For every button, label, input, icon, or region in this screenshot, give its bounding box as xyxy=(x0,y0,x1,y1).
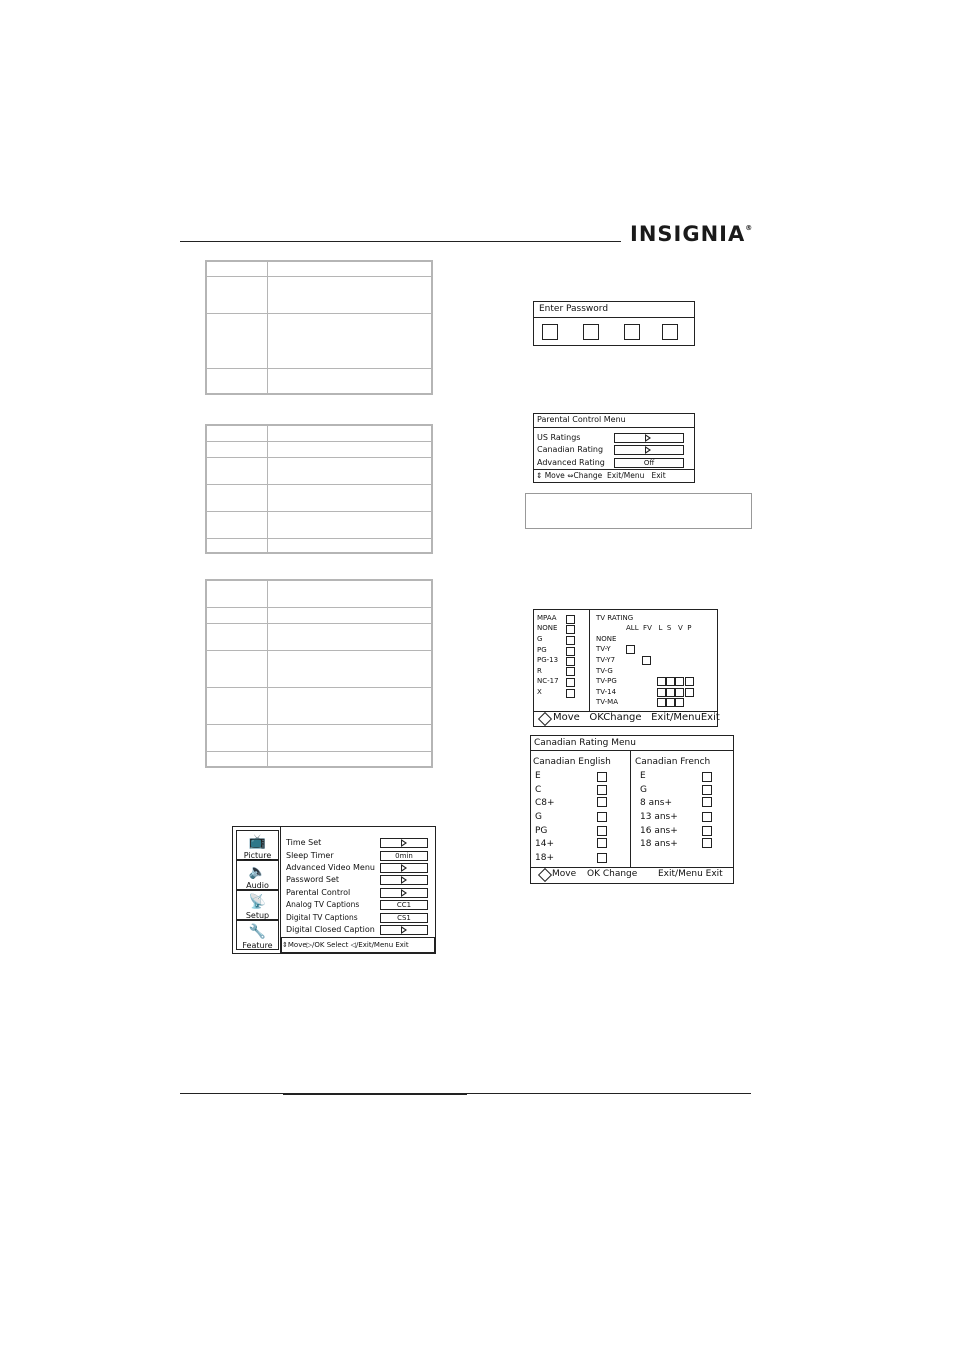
tv-y-all-checkbox[interactable] xyxy=(626,645,635,654)
canadian-footer-move: Move xyxy=(552,869,577,879)
en-c-checkbox[interactable] xyxy=(597,785,607,795)
menu-item-parental-control[interactable]: Parental Control xyxy=(286,888,351,897)
feature-menu-footer: ⇕Move▷/OK Select ◁/Exit/Menu Exit xyxy=(281,937,435,953)
mpaa-pg13-checkbox[interactable] xyxy=(566,657,575,666)
fr-8-label: 8 ans+ xyxy=(640,798,673,808)
mpaa-pg-label: PG xyxy=(537,646,547,654)
mpaa-nc17-checkbox[interactable] xyxy=(566,678,575,687)
parental-control-menu xyxy=(533,413,695,483)
us-rating-footer: Move OKChange Exit/MenuExit xyxy=(553,712,720,723)
fr-18-checkbox[interactable] xyxy=(702,838,712,848)
canadian-footer-change: OK Change xyxy=(587,869,638,879)
en-pg-checkbox[interactable] xyxy=(597,826,607,836)
insignia-logo: INSIGNIA® xyxy=(630,222,754,246)
fr-16-label: 16 ans+ xyxy=(640,826,678,836)
mpaa-g-label: G xyxy=(537,635,543,643)
en-18-checkbox[interactable] xyxy=(597,853,607,863)
empty-table-3 xyxy=(205,579,433,768)
en-14-checkbox[interactable] xyxy=(597,838,607,848)
arrow-right-icon xyxy=(401,864,407,872)
us-ratings-value[interactable] xyxy=(614,433,684,443)
move-diamond-icon xyxy=(538,712,552,726)
empty-table-1 xyxy=(205,260,433,395)
canadian-english-header: Canadian English xyxy=(533,757,611,767)
en-e-label: E xyxy=(535,771,541,781)
arrow-right-icon xyxy=(401,926,407,934)
move-arrows-icon: ⇕ xyxy=(282,941,288,949)
tv-none-label: NONE xyxy=(596,635,617,643)
parental-menu-title: Parental Control Menu xyxy=(537,415,626,424)
move-diamond-icon xyxy=(538,868,552,882)
mpaa-header-checkbox[interactable] xyxy=(566,615,575,624)
move-arrows-icon: ⇕ xyxy=(536,471,543,480)
menu-item-password-set[interactable]: Password Set xyxy=(286,875,340,884)
tv-ma-checkbox-2[interactable] xyxy=(666,698,675,707)
menu-item-sleep-timer[interactable]: Sleep Timer xyxy=(286,851,334,860)
arrow-left-icon: ◁ xyxy=(350,941,356,949)
tv-icon: 📺 xyxy=(248,834,267,850)
canadian-rating-label[interactable]: Canadian Rating xyxy=(537,445,604,454)
tv-14-checkbox-4[interactable] xyxy=(685,688,694,697)
menu-item-advanced-video[interactable]: Advanced Video Menu xyxy=(286,863,375,872)
menu-item-time-set[interactable]: Time Set xyxy=(286,838,322,847)
en-g-label: G xyxy=(535,812,542,822)
mpaa-none-label: NONE xyxy=(537,624,558,632)
tv-pg-checkbox-3[interactable] xyxy=(675,677,684,686)
tv-pg-checkbox-4[interactable] xyxy=(685,677,694,686)
tv-pg-label: TV-PG xyxy=(596,677,617,685)
tab-feature[interactable]: 🔧 Feature xyxy=(236,920,279,950)
password-set-value[interactable] xyxy=(380,875,428,885)
canadian-rating-menu xyxy=(530,735,734,884)
tv-rating-header: TV RATING xyxy=(596,614,634,622)
fr-16-checkbox[interactable] xyxy=(702,826,712,836)
tv-ma-checkbox-1[interactable] xyxy=(657,698,666,707)
canadian-footer-rule xyxy=(531,867,733,868)
advanced-video-value[interactable] xyxy=(380,863,428,873)
fr-8-checkbox[interactable] xyxy=(702,797,712,807)
en-c-label: C xyxy=(535,785,542,795)
arrow-right-icon xyxy=(645,434,651,442)
parental-menu-footer: ⇕ Move ⇔Change Exit/Menu Exit xyxy=(536,471,666,480)
tv-14-checkbox-2[interactable] xyxy=(666,688,675,697)
mpaa-r-checkbox[interactable] xyxy=(566,667,575,676)
tv-rating-columns: ALL FV L S V P xyxy=(626,624,692,632)
fr-e-checkbox[interactable] xyxy=(702,772,712,782)
menu-item-digital-captions[interactable]: Digital TV Captions xyxy=(286,913,358,922)
tab-picture[interactable]: 📺 Picture xyxy=(236,830,279,860)
tv-ma-checkbox-3[interactable] xyxy=(675,698,684,707)
en-c8-checkbox[interactable] xyxy=(597,797,607,807)
note-box xyxy=(525,493,752,529)
menu-item-analog-captions[interactable]: Analog TV Captions xyxy=(286,900,360,909)
sleep-timer-value[interactable]: 0min xyxy=(380,851,428,861)
digital-captions-value[interactable]: CS1 xyxy=(380,913,428,923)
feature-menu xyxy=(232,826,436,954)
password-digit-1[interactable] xyxy=(542,324,558,340)
us-rating-divider xyxy=(589,610,590,711)
arrow-right-icon xyxy=(401,876,407,884)
password-digit-2[interactable] xyxy=(583,324,599,340)
en-c8-label: C8+ xyxy=(535,798,555,808)
arrow-right-icon: ▷ xyxy=(306,941,313,949)
tv-pg-checkbox-2[interactable] xyxy=(666,677,675,686)
password-dialog xyxy=(533,301,695,346)
tv-y-label: TV-Y xyxy=(596,645,611,653)
password-title: Enter Password xyxy=(539,304,609,314)
speaker-icon: 🔈 xyxy=(248,864,267,880)
canadian-french-header: Canadian French xyxy=(635,757,711,767)
tv-y7-label: TV-Y7 xyxy=(596,656,616,664)
tv-14-checkbox-3[interactable] xyxy=(675,688,684,697)
us-rating-menu xyxy=(533,609,718,727)
digital-closed-caption-value[interactable] xyxy=(380,925,428,935)
en-e-checkbox[interactable] xyxy=(597,772,607,782)
en-18-label: 18+ xyxy=(535,853,554,863)
footer-rule-accent xyxy=(283,1093,467,1095)
canadian-menu-title: Canadian Rating Menu xyxy=(534,738,636,748)
en-pg-label: PG xyxy=(535,826,548,836)
tab-setup[interactable]: 📡 Setup xyxy=(236,890,279,920)
arrow-right-icon xyxy=(401,889,407,897)
advanced-rating-label[interactable]: Advanced Rating xyxy=(537,458,605,467)
canadian-column-divider xyxy=(630,751,631,867)
password-digit-3[interactable] xyxy=(624,324,640,340)
mpaa-x-label: X xyxy=(537,688,542,696)
fr-g-checkbox[interactable] xyxy=(702,785,712,795)
mpaa-nc17-label: NC-17 xyxy=(537,677,559,685)
change-arrows-icon: ⇔ xyxy=(567,471,574,480)
fr-g-label: G xyxy=(640,785,647,795)
wrench-icon: 🔧 xyxy=(248,924,267,940)
header-rule xyxy=(180,241,621,242)
en-g-checkbox[interactable] xyxy=(597,812,607,822)
mpaa-g-checkbox[interactable] xyxy=(566,636,575,645)
advanced-rating-value[interactable]: Off xyxy=(614,458,684,468)
tv-pg-checkbox-1[interactable] xyxy=(657,677,666,686)
en-14-label: 14+ xyxy=(535,839,554,849)
fr-e-label: E xyxy=(640,771,646,781)
canadian-title-rule xyxy=(531,750,733,751)
mpaa-r-label: R xyxy=(537,667,542,675)
mpaa-none-checkbox[interactable] xyxy=(566,625,575,634)
canadian-footer-exit: Exit/Menu Exit xyxy=(658,869,723,879)
satellite-icon: 📡 xyxy=(248,894,267,910)
password-title-rule xyxy=(534,317,694,318)
tab-audio[interactable]: 🔈 Audio xyxy=(236,860,279,890)
tv-g-label: TV-G xyxy=(596,667,613,675)
canadian-rating-value[interactable] xyxy=(614,445,684,455)
arrow-right-icon xyxy=(401,839,407,847)
fr-13-label: 13 ans+ xyxy=(640,812,678,822)
tv-ma-label: TV-MA xyxy=(596,698,619,706)
mpaa-x-checkbox[interactable] xyxy=(566,689,575,698)
password-digit-4[interactable] xyxy=(662,324,678,340)
analog-captions-value[interactable]: CC1 xyxy=(380,900,428,910)
menu-item-digital-closed-caption[interactable]: Digital Closed Caption xyxy=(286,925,375,934)
mpaa-pg13-label: PG-13 xyxy=(537,656,559,664)
parental-title-rule xyxy=(534,427,694,428)
tv-y7-fv-checkbox[interactable] xyxy=(642,656,651,665)
fr-13-checkbox[interactable] xyxy=(702,812,712,822)
mpaa-pg-checkbox[interactable] xyxy=(566,647,575,656)
parental-control-value[interactable] xyxy=(380,888,428,898)
fr-18-label: 18 ans+ xyxy=(640,839,678,849)
time-set-value[interactable] xyxy=(380,838,428,848)
mpaa-header: MPAA xyxy=(537,614,557,622)
tv-14-checkbox-1[interactable] xyxy=(657,688,666,697)
arrow-right-icon xyxy=(645,446,651,454)
empty-table-2 xyxy=(205,424,433,554)
us-ratings-label[interactable]: US Ratings xyxy=(537,433,581,442)
tv-14-label: TV-14 xyxy=(596,688,617,696)
